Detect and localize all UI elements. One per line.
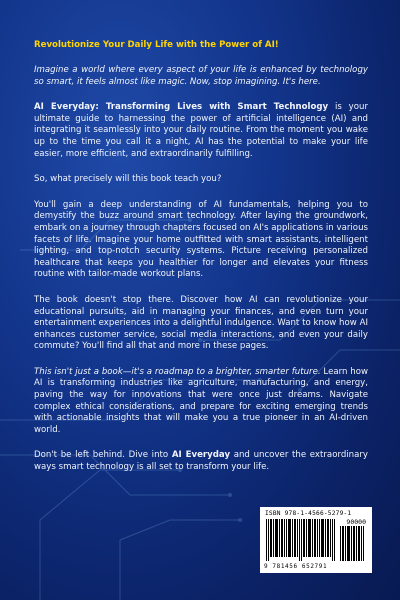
guide-paragraph [34,102,368,160]
barcode-digits: 9 781456 652791 [264,563,328,570]
more-paragraph: The book doesn't stop there. Discover how AI can revolutionize your educational pursuits, aid in managing your finances, and even turn your entertainment experiences into a delightful indulgence. Want to know how AI enhances customer service, social media interactions, and even your daily commute? You'll find all that and more in these pages. [34,294,368,352]
question-paragraph: So, what precisely will this book teach you? [34,174,222,185]
roadmap-text: Learn how AI is transforming industries like agriculture, manufacturing, and energy, paving the way for innovations that were once just dreams. Navigate complex ethical considerations, and prepare for exciting emerging trends with actionable insights that will make you a true pioneer in an AI-driven world. [34,366,369,435]
guide-text: is your ultimate guide to harnessing the power of artificial intelligence (AI) and integrating it seamlessly into your daily routine. From the moment you wake up to the time you call it a night, AI has the potential to make your life easier, more efficient, and extraordinarily fulfilling. [34,102,368,159]
book-title-bold: AI Everyday: Transforming Lives with Smart Technology [34,102,329,113]
headline: Revolutionize Your Daily Life with the Power of AI! [34,40,279,50]
price-code: 90000 [346,518,366,526]
back-cover-text [34,40,368,488]
barcode-bars [266,519,336,561]
cta-paragraph [34,450,368,473]
isbn-number: ISBN 978-1-4566-5279-1 [265,510,352,517]
learn-paragraph: You'll gain a deep understanding of AI fundamentals, helping you to demystify the buzz around smart technology. After laying the groundwork, embark on a journey through chapters focused on AI's applications in various facets of life. Imagine your home outfitted with smart assistants, intelligent lighting, and top-notch security systems. Picture receiving personalized healthcare that keeps you healthier for longer and elevates your fitness routine with tailor-made workout plans. [34,199,368,280]
cta-start: Don't be left behind. Dive into [34,450,172,461]
intro-paragraph: Imagine a world where every aspect of your life is enhanced by technology so smart, it feels almost like magic. Now, stop imagining. It's here. [34,65,368,87]
roadmap-paragraph [34,367,368,437]
barcode [260,507,372,573]
cta-title: AI Everyday [171,450,231,461]
cta-end: and uncover the extraordinary ways smart technology is all set to transform your life. [34,450,369,473]
roadmap-italic: This isn't just a book—it's a roadmap to a brighter, smarter future. [34,366,321,377]
price-barcode-bars [340,526,364,561]
